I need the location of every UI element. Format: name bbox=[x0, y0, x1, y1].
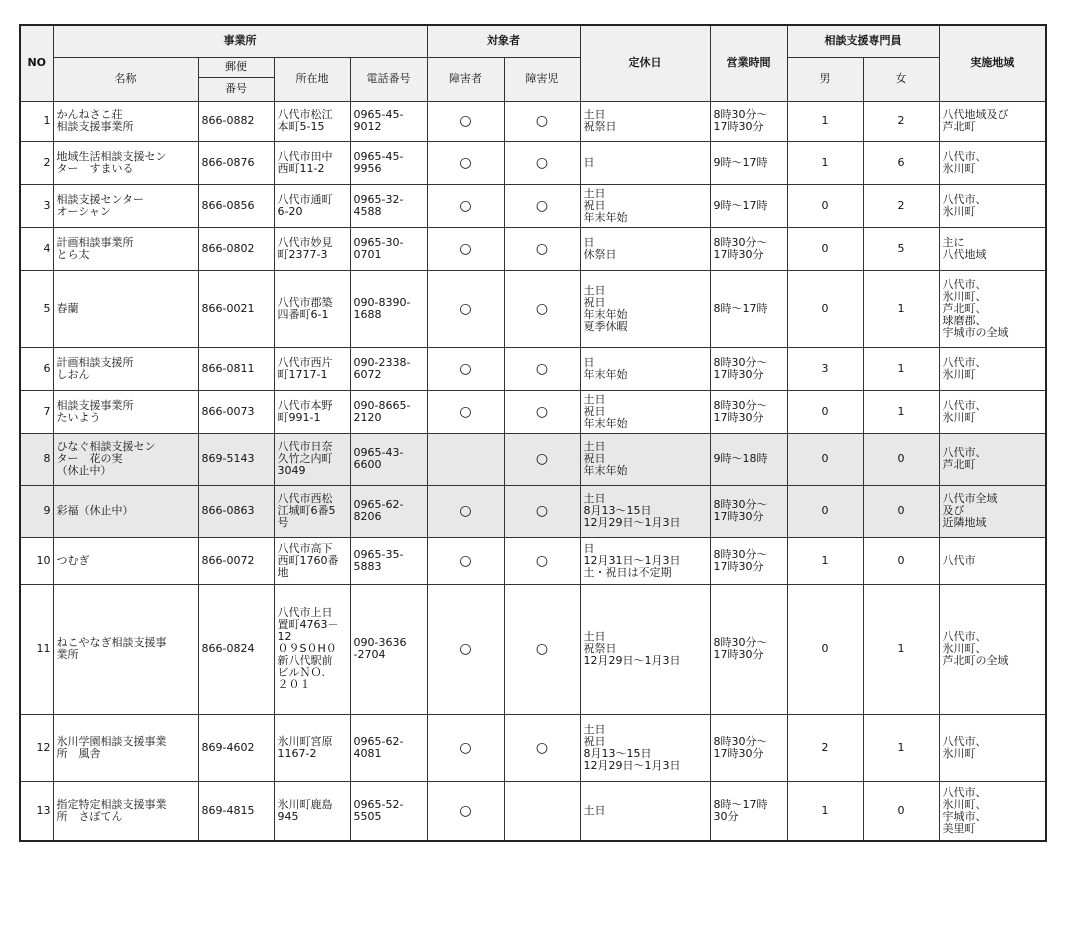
address-cell: 八代市本野 町991-1 bbox=[274, 390, 350, 433]
table-row bbox=[20, 101, 1046, 141]
business-hours-cell: 8時30分～ 17時30分 bbox=[710, 101, 787, 141]
target-disabled-child-cell: ○ bbox=[504, 101, 580, 141]
address-cell: 氷川町鹿島 945 bbox=[274, 781, 350, 841]
target-disabled-child-cell: ○ bbox=[504, 714, 580, 781]
staff-female-cell: 2 bbox=[863, 101, 939, 141]
service-area-cell: 主に 八代地域 bbox=[939, 227, 1046, 270]
table-row bbox=[20, 584, 1046, 714]
service-area-cell: 八代市 bbox=[939, 537, 1046, 584]
office-name-cell: 春蘭 bbox=[53, 270, 198, 347]
postal-code-cell: 866-0811 bbox=[198, 347, 274, 390]
office-name-cell: 氷川学園相談支援事業 所 風舎 bbox=[53, 714, 198, 781]
service-area-cell: 八代市、 氷川町 bbox=[939, 714, 1046, 781]
phone-number-cell: 090-3636 -2704 bbox=[350, 584, 427, 714]
business-hours-cell: 9時～18時 bbox=[710, 433, 787, 485]
phone-number-cell: 0965-32- 4588 bbox=[350, 184, 427, 227]
staff-male-cell: 0 bbox=[787, 584, 863, 714]
target-disabled-cell: ○ bbox=[427, 485, 504, 537]
service-area-cell: 八代市、 氷川町、 芦北町の全域 bbox=[939, 584, 1046, 714]
office-name-cell: 指定特定相談支援事業 所 さぼてん bbox=[53, 781, 198, 841]
office-name-cell: 計画相談支援所 しおん bbox=[53, 347, 198, 390]
target-disabled-cell: ○ bbox=[427, 101, 504, 141]
postal-code-cell: 866-0073 bbox=[198, 390, 274, 433]
service-area-cell: 八代市、 氷川町 bbox=[939, 184, 1046, 227]
office-name-cell: 地域生活相談支援セン ター すまいる bbox=[53, 141, 198, 184]
office-no-cell: 13 bbox=[20, 781, 53, 841]
holidays-cell: 土日 祝日 年末年始 bbox=[580, 433, 710, 485]
target-disabled-child-cell: ○ bbox=[504, 141, 580, 184]
staff-male-cell: 1 bbox=[787, 141, 863, 184]
holidays-cell: 日 bbox=[580, 141, 710, 184]
header-name: 名称 bbox=[53, 57, 198, 101]
table-row bbox=[20, 184, 1046, 227]
office-no-cell: 4 bbox=[20, 227, 53, 270]
holidays-cell: 日 年末年始 bbox=[580, 347, 710, 390]
business-hours-cell: 8時30分～ 17時30分 bbox=[710, 485, 787, 537]
holidays-cell: 土日 祝日 年末年始 bbox=[580, 184, 710, 227]
address-cell: 八代市高下 西町1760番 地 bbox=[274, 537, 350, 584]
holidays-cell: 土日 祝祭日 12月29日～1月3日 bbox=[580, 584, 710, 714]
header-postal-bottom: 番号 bbox=[198, 77, 274, 101]
office-no-cell: 3 bbox=[20, 184, 53, 227]
postal-code-cell: 866-0802 bbox=[198, 227, 274, 270]
target-disabled-cell: ○ bbox=[427, 584, 504, 714]
staff-male-cell: 3 bbox=[787, 347, 863, 390]
office-no-cell: 10 bbox=[20, 537, 53, 584]
address-cell: 八代市田中 西町11-2 bbox=[274, 141, 350, 184]
address-cell: 八代市西片 町1717-1 bbox=[274, 347, 350, 390]
staff-male-cell: 1 bbox=[787, 101, 863, 141]
office-name-cell: ねこやなぎ相談支援事 業所 bbox=[53, 584, 198, 714]
service-area-cell: 八代市、 氷川町、 宇城市、 美里町 bbox=[939, 781, 1046, 841]
office-no-cell: 6 bbox=[20, 347, 53, 390]
service-area-cell: 八代市、 氷川町 bbox=[939, 390, 1046, 433]
table-row bbox=[20, 485, 1046, 537]
staff-male-cell: 2 bbox=[787, 714, 863, 781]
business-hours-cell: 8時～17時 30分 bbox=[710, 781, 787, 841]
target-disabled-child-cell bbox=[504, 781, 580, 841]
phone-number-cell: 0965-45- 9012 bbox=[350, 101, 427, 141]
target-disabled-cell: ○ bbox=[427, 537, 504, 584]
office-name-cell: 彩福（休止中） bbox=[53, 485, 198, 537]
office-no-cell: 2 bbox=[20, 141, 53, 184]
phone-number-cell: 0965-62- 8206 bbox=[350, 485, 427, 537]
staff-male-cell: 0 bbox=[787, 227, 863, 270]
service-area-cell: 八代市、 氷川町、 芦北町、 球磨郡、 宇城市の全域 bbox=[939, 270, 1046, 347]
table-row bbox=[20, 537, 1046, 584]
office-no-cell: 7 bbox=[20, 390, 53, 433]
office-no-cell: 5 bbox=[20, 270, 53, 347]
staff-female-cell: 0 bbox=[863, 433, 939, 485]
business-hours-cell: 8時30分～ 17時30分 bbox=[710, 347, 787, 390]
target-disabled-child-cell: ○ bbox=[504, 485, 580, 537]
staff-male-cell: 0 bbox=[787, 184, 863, 227]
business-hours-cell: 8時30分～ 17時30分 bbox=[710, 537, 787, 584]
header-male: 男 bbox=[787, 57, 863, 101]
business-hours-cell: 9時～17時 bbox=[710, 141, 787, 184]
header-disabled-child: 障害児 bbox=[504, 57, 580, 101]
target-disabled-cell: ○ bbox=[427, 781, 504, 841]
phone-number-cell: 0965-52- 5505 bbox=[350, 781, 427, 841]
staff-male-cell: 0 bbox=[787, 433, 863, 485]
office-no-cell: 11 bbox=[20, 584, 53, 714]
holidays-cell: 土日 8月13～15日 12月29日～1月3日 bbox=[580, 485, 710, 537]
target-disabled-child-cell: ○ bbox=[504, 390, 580, 433]
postal-code-cell: 869-4602 bbox=[198, 714, 274, 781]
header-office: 事業所 bbox=[53, 25, 427, 57]
staff-female-cell: 2 bbox=[863, 184, 939, 227]
postal-code-cell: 869-5143 bbox=[198, 433, 274, 485]
business-hours-cell: 8時30分～ 17時30分 bbox=[710, 390, 787, 433]
address-cell: 八代市郡築 四番町6-1 bbox=[274, 270, 350, 347]
staff-female-cell: 0 bbox=[863, 537, 939, 584]
office-list-table bbox=[19, 24, 1047, 842]
business-hours-cell: 8時30分～ 17時30分 bbox=[710, 227, 787, 270]
address-cell: 八代市西松 江城町6番5 号 bbox=[274, 485, 350, 537]
postal-code-cell: 866-0072 bbox=[198, 537, 274, 584]
target-disabled-cell: ○ bbox=[427, 141, 504, 184]
office-name-cell: 相談支援事業所 たいよう bbox=[53, 390, 198, 433]
staff-male-cell: 1 bbox=[787, 537, 863, 584]
office-no-cell: 9 bbox=[20, 485, 53, 537]
header-address: 所在地 bbox=[274, 57, 350, 101]
business-hours-cell: 8時30分～ 17時30分 bbox=[710, 714, 787, 781]
staff-female-cell: 1 bbox=[863, 270, 939, 347]
postal-code-cell: 866-0882 bbox=[198, 101, 274, 141]
phone-number-cell: 0965-35- 5883 bbox=[350, 537, 427, 584]
staff-male-cell: 0 bbox=[787, 390, 863, 433]
postal-code-cell: 866-0824 bbox=[198, 584, 274, 714]
table-row bbox=[20, 141, 1046, 184]
postal-code-cell: 866-0021 bbox=[198, 270, 274, 347]
address-cell: 氷川町宮原 1167-2 bbox=[274, 714, 350, 781]
address-cell: 八代市日奈 久竹之内町 3049 bbox=[274, 433, 350, 485]
holidays-cell: 日 12月31日～1月3日 土・祝日は不定期 bbox=[580, 537, 710, 584]
holidays-cell: 土日 祝日 8月13～15日 12月29日～1月3日 bbox=[580, 714, 710, 781]
phone-number-cell: 090-8390- 1688 bbox=[350, 270, 427, 347]
service-area-cell: 八代市、 氷川町 bbox=[939, 141, 1046, 184]
header-area: 実施地域 bbox=[939, 25, 1046, 101]
postal-code-cell: 869-4815 bbox=[198, 781, 274, 841]
office-name-cell: かんねさこ荘 相談支援事業所 bbox=[53, 101, 198, 141]
header-staff: 相談支援専門員 bbox=[787, 25, 939, 57]
staff-female-cell: 5 bbox=[863, 227, 939, 270]
target-disabled-cell: ○ bbox=[427, 714, 504, 781]
target-disabled-child-cell: ○ bbox=[504, 537, 580, 584]
postal-code-cell: 866-0876 bbox=[198, 141, 274, 184]
header-phone: 電話番号 bbox=[350, 57, 427, 101]
phone-number-cell: 090-8665- 2120 bbox=[350, 390, 427, 433]
table-row bbox=[20, 347, 1046, 390]
office-no-cell: 8 bbox=[20, 433, 53, 485]
target-disabled-cell bbox=[427, 433, 504, 485]
staff-male-cell: 0 bbox=[787, 485, 863, 537]
holidays-cell: 土日 祝日 年末年始 夏季休暇 bbox=[580, 270, 710, 347]
service-area-cell: 八代市、 芦北町 bbox=[939, 433, 1046, 485]
postal-code-cell: 866-0863 bbox=[198, 485, 274, 537]
target-disabled-cell: ○ bbox=[427, 347, 504, 390]
target-disabled-cell: ○ bbox=[427, 390, 504, 433]
table-row bbox=[20, 227, 1046, 270]
target-disabled-child-cell: ○ bbox=[504, 433, 580, 485]
table-row bbox=[20, 781, 1046, 841]
holidays-cell: 土日 bbox=[580, 781, 710, 841]
address-cell: 八代市松江 本町5-15 bbox=[274, 101, 350, 141]
staff-male-cell: 1 bbox=[787, 781, 863, 841]
staff-male-cell: 0 bbox=[787, 270, 863, 347]
staff-female-cell: 1 bbox=[863, 347, 939, 390]
phone-number-cell: 0965-30- 0701 bbox=[350, 227, 427, 270]
staff-female-cell: 0 bbox=[863, 781, 939, 841]
service-area-cell: 八代市、 氷川町 bbox=[939, 347, 1046, 390]
business-hours-cell: 8時～17時 bbox=[710, 270, 787, 347]
business-hours-cell: 9時～17時 bbox=[710, 184, 787, 227]
header-target: 対象者 bbox=[427, 25, 580, 57]
phone-number-cell: 0965-62- 4081 bbox=[350, 714, 427, 781]
phone-number-cell: 0965-45- 9956 bbox=[350, 141, 427, 184]
table-row bbox=[20, 270, 1046, 347]
address-cell: 八代市通町 6-20 bbox=[274, 184, 350, 227]
office-name-cell: ひなぐ相談支援セン ター 花の実 （休止中） bbox=[53, 433, 198, 485]
address-cell: 八代市上日 置町4763－ 12 ０９S０H０ 新八代駅前 ビルＮＯ. ２０１ bbox=[274, 584, 350, 714]
header-no: NO bbox=[20, 25, 53, 101]
holidays-cell: 日 休祭日 bbox=[580, 227, 710, 270]
target-disabled-child-cell: ○ bbox=[504, 347, 580, 390]
target-disabled-child-cell: ○ bbox=[504, 184, 580, 227]
phone-number-cell: 090-2338- 6072 bbox=[350, 347, 427, 390]
target-disabled-child-cell: ○ bbox=[504, 227, 580, 270]
table-row bbox=[20, 433, 1046, 485]
office-name-cell: 計画相談事業所 とら太 bbox=[53, 227, 198, 270]
target-disabled-cell: ○ bbox=[427, 227, 504, 270]
business-hours-cell: 8時30分～ 17時30分 bbox=[710, 584, 787, 714]
service-area-cell: 八代市全域 及び 近隣地域 bbox=[939, 485, 1046, 537]
office-no-cell: 1 bbox=[20, 101, 53, 141]
header-hours: 営業時間 bbox=[710, 25, 787, 101]
target-disabled-child-cell: ○ bbox=[504, 270, 580, 347]
office-name-cell: 相談支援センター オーシャン bbox=[53, 184, 198, 227]
postal-code-cell: 866-0856 bbox=[198, 184, 274, 227]
office-no-cell: 12 bbox=[20, 714, 53, 781]
office-name-cell: つむぎ bbox=[53, 537, 198, 584]
staff-female-cell: 1 bbox=[863, 390, 939, 433]
target-disabled-cell: ○ bbox=[427, 270, 504, 347]
target-disabled-cell: ○ bbox=[427, 184, 504, 227]
header-holiday: 定休日 bbox=[580, 25, 710, 101]
staff-female-cell: 0 bbox=[863, 485, 939, 537]
table-row bbox=[20, 714, 1046, 781]
staff-female-cell: 1 bbox=[863, 584, 939, 714]
service-area-cell: 八代地域及び 芦北町 bbox=[939, 101, 1046, 141]
address-cell: 八代市妙見 町2377-3 bbox=[274, 227, 350, 270]
header-disabled: 障害者 bbox=[427, 57, 504, 101]
table-row bbox=[20, 390, 1046, 433]
holidays-cell: 土日 祝日 年末年始 bbox=[580, 390, 710, 433]
staff-female-cell: 6 bbox=[863, 141, 939, 184]
header-female: 女 bbox=[863, 57, 939, 101]
target-disabled-child-cell: ○ bbox=[504, 584, 580, 714]
phone-number-cell: 0965-43- 6600 bbox=[350, 433, 427, 485]
holidays-cell: 土日 祝祭日 bbox=[580, 101, 710, 141]
header-postal-top: 郵便 bbox=[198, 57, 274, 77]
staff-female-cell: 1 bbox=[863, 714, 939, 781]
